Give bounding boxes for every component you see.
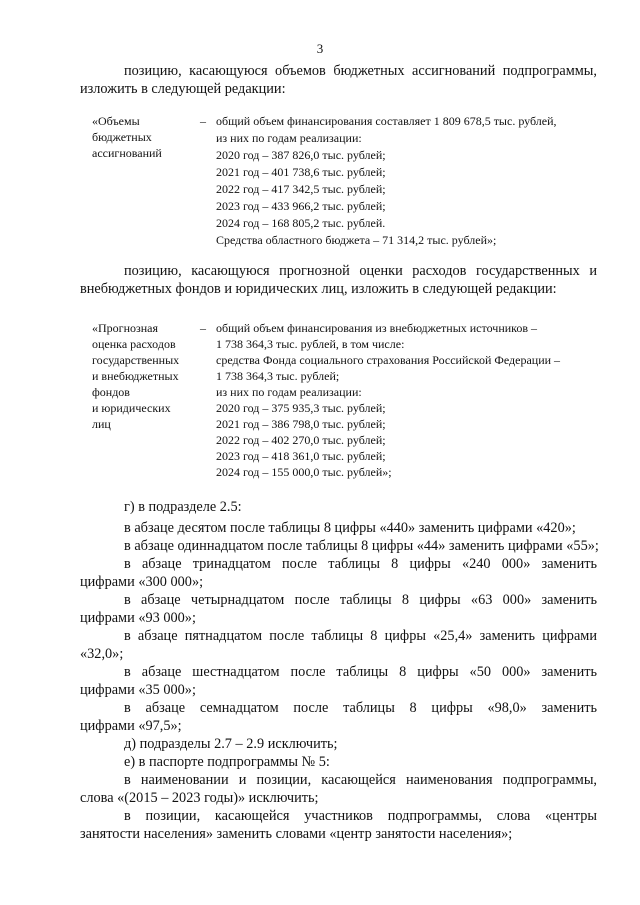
body-line: е) в паспорте подпрограммы № 5: bbox=[124, 754, 330, 770]
body-line: цифрами «35 000»; bbox=[80, 682, 196, 698]
page-number: 3 bbox=[316, 41, 324, 56]
body-line: д) подразделы 2.7 – 2.9 исключить; bbox=[124, 736, 338, 752]
block2-label-line: фондов bbox=[92, 385, 130, 399]
block2-line: из них по годам реализации: bbox=[216, 385, 362, 399]
block1-line: 2024 год – 168 805,2 тыс. рублей. bbox=[216, 216, 386, 230]
block2-label-line: и внебюджетных bbox=[92, 369, 179, 383]
block1-label-line: ассигнований bbox=[92, 146, 162, 160]
body-line: «32,0»; bbox=[80, 646, 124, 662]
block1-line: 2023 год – 433 966,2 тыс. рублей; bbox=[216, 199, 386, 213]
block1-label-line: бюджетных bbox=[92, 130, 152, 144]
block1-label bbox=[92, 113, 192, 161]
block1-line: 2021 год – 401 738,6 тыс. рублей; bbox=[216, 165, 386, 179]
block2-line: общий объем финансирования из внебюджетных источников – bbox=[216, 321, 538, 335]
block2-label-line: и юридических bbox=[92, 401, 171, 415]
block2-line: 1 738 364,3 тыс. рублей; bbox=[216, 369, 340, 383]
block2-line: 2021 год – 386 798,0 тыс. рублей; bbox=[216, 417, 386, 431]
body-line: в абзаце десятом после таблицы 8 цифры «440» заменить цифрами «420»; bbox=[124, 520, 576, 536]
body-line: в позиции, касающейся участников подпрограммы, слова «центры bbox=[124, 808, 597, 824]
block2-line: 2022 год – 402 270,0 тыс. рублей; bbox=[216, 433, 386, 447]
block2-line: 2020 год – 375 935,3 тыс. рублей; bbox=[216, 401, 386, 415]
body-line: слова «(2015 – 2023 годы)» исключить; bbox=[80, 790, 319, 806]
body-line: в абзаце шестнадцатом после таблицы 8 цифры «50 000» заменить bbox=[124, 664, 597, 680]
block1-line: общий объем финансирования составляет 1 809 678,5 тыс. рублей, bbox=[216, 114, 557, 128]
block1-dash: – bbox=[200, 114, 206, 128]
body-line: г) в подразделе 2.5: bbox=[124, 499, 242, 515]
body-line: в абзаце тринадцатом после таблицы 8 цифры «240 000» заменить bbox=[124, 556, 597, 572]
block2-line: 2023 год – 418 361,0 тыс. рублей; bbox=[216, 449, 386, 463]
body-line: цифрами «97,5»; bbox=[80, 718, 182, 734]
body-line: в абзаце четырнадцатом после таблицы 8 цифры «63 000» заменить bbox=[124, 592, 597, 608]
block1-line: 2022 год – 417 342,5 тыс. рублей; bbox=[216, 182, 386, 196]
block1-line: из них по годам реализации: bbox=[216, 131, 362, 145]
block2-label-line: лиц bbox=[92, 417, 111, 431]
intro-paragraph-1: позицию, касающуюся объемов бюджетных ассигнований подпрограммы, изложить в следующей редакции: bbox=[80, 63, 597, 97]
block2-line: 1 738 364,3 тыс. рублей, в том числе: bbox=[216, 337, 405, 351]
body-line: в наименовании и позиции, касающейся наименования подпрограммы, bbox=[124, 772, 597, 788]
block2-label-line: «Прогнозная bbox=[92, 321, 159, 335]
body-line: занятости населения» заменить словами «центр занятости населения»; bbox=[80, 826, 513, 842]
body-line: цифрами «93 000»; bbox=[80, 610, 196, 626]
body-line: в абзаце семнадцатом после таблицы 8 цифры «98,0» заменить bbox=[124, 700, 597, 716]
intro-paragraph-2: позицию, касающуюся прогнозной оценки расходов государственных и внебюджетных фондов и юридических лиц, изложить в следующей редакции: bbox=[80, 263, 597, 297]
block1-label-line: «Объемы bbox=[92, 114, 140, 128]
block2-text bbox=[216, 320, 598, 480]
block2-line: 2024 год – 155 000,0 тыс. рублей»; bbox=[216, 465, 392, 479]
block1-line: 2020 год – 387 826,0 тыс. рублей; bbox=[216, 148, 386, 162]
block2-label-line: государственных bbox=[92, 353, 180, 367]
body-line: цифрами «300 000»; bbox=[80, 574, 204, 590]
block2-label bbox=[92, 320, 192, 432]
block2-dash: – bbox=[200, 321, 206, 335]
body-line: в абзаце одиннадцатом после таблицы 8 цифры «44» заменить цифрами «55»; bbox=[124, 538, 599, 554]
block2-line: средства Фонда социального страхования Российской Федерации – bbox=[216, 353, 561, 367]
block1-line: Средства областного бюджета – 71 314,2 тыс. рублей»; bbox=[216, 233, 497, 247]
block1-text bbox=[216, 113, 598, 249]
block2-label-line: оценка расходов bbox=[92, 337, 176, 351]
body-line: в абзаце пятнадцатом после таблицы 8 цифры «25,4» заменить цифрами bbox=[124, 628, 597, 644]
